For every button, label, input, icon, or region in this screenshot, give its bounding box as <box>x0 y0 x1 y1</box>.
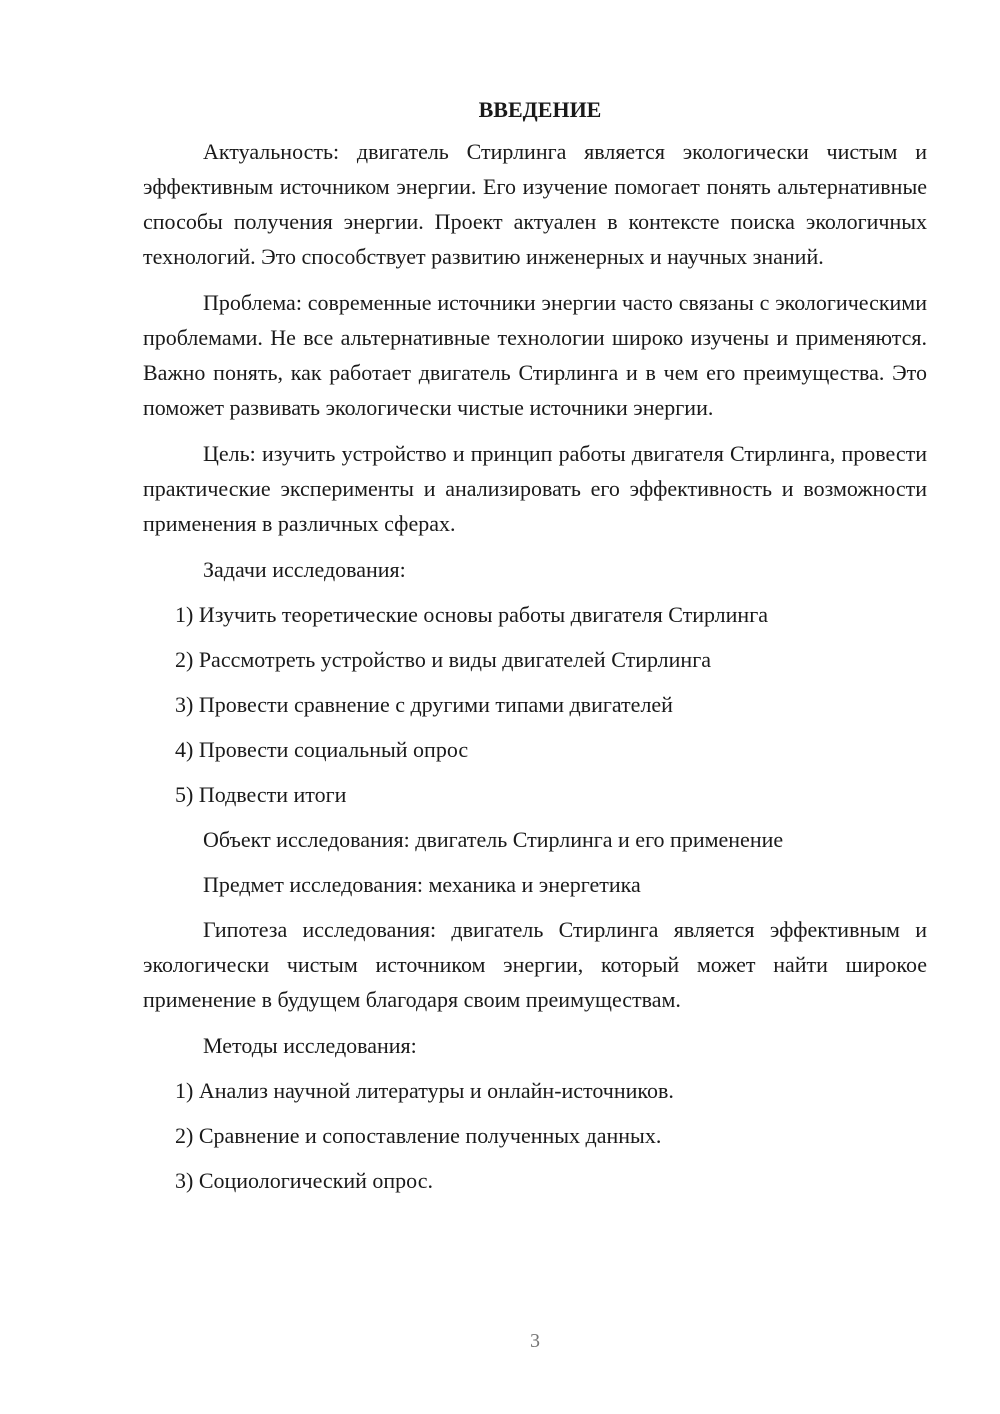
section-title: ВВЕДЕНИЕ <box>478 97 602 122</box>
hypothesis-paragraph: Гипотеза исследования: двигатель Стирлинга является эффективным и экологически чистым источником энергии, который может найти широкое применение в будущем благодаря своим преимуществам. <box>143 917 927 1012</box>
tasks-list <box>143 597 927 812</box>
list-item: 4) Провести социальный опрос <box>175 737 469 762</box>
page-number: 3 <box>530 1330 540 1352</box>
object-paragraph: Объект исследования: двигатель Стирлинга и его применение <box>203 827 784 852</box>
methods-heading: Методы исследования: <box>203 1033 417 1058</box>
list-item: 5) Подвести итоги <box>175 782 347 807</box>
list-item: 1) Анализ научной литературы и онлайн-источников. <box>175 1078 674 1103</box>
methods-list <box>143 1073 927 1198</box>
list-item: 3) Социологический опрос. <box>175 1168 433 1193</box>
list-item: 3) Провести сравнение с другими типами двигателей <box>175 692 673 717</box>
list-item: 1) Изучить теоретические основы работы двигателя Стирлинга <box>175 602 768 627</box>
goal-paragraph: Цель: изучить устройство и принцип работы двигателя Стирлинга, провести практические эксперименты и анализировать его эффективность и возможности применения в различных сферах. <box>143 441 927 536</box>
list-item: 2) Рассмотреть устройство и виды двигателей Стирлинга <box>175 647 711 672</box>
relevance-paragraph: Актуальность: двигатель Стирлинга является экологически чистым и эффективным источником энергии. Его изучение помогает понять альтернативные способы получения энергии. Проект актуален в контексте поиска экологичных технологий. Это способствует развитию инженерных и научных знаний. <box>143 139 927 269</box>
subject-paragraph: Предмет исследования: механика и энергетика <box>203 872 641 897</box>
list-item: 2) Сравнение и сопоставление полученных данных. <box>175 1123 662 1148</box>
problem-paragraph: Проблема: современные источники энергии часто связаны с экологическими проблемами. Не все альтернативные технологии широко изучены и применяются. Важно понять, как работает двигатель Стирлинга и в чем его преимущества. Это поможет развивать экологически чистые источники энергии. <box>143 290 927 420</box>
tasks-heading: Задачи исследования: <box>203 557 406 582</box>
